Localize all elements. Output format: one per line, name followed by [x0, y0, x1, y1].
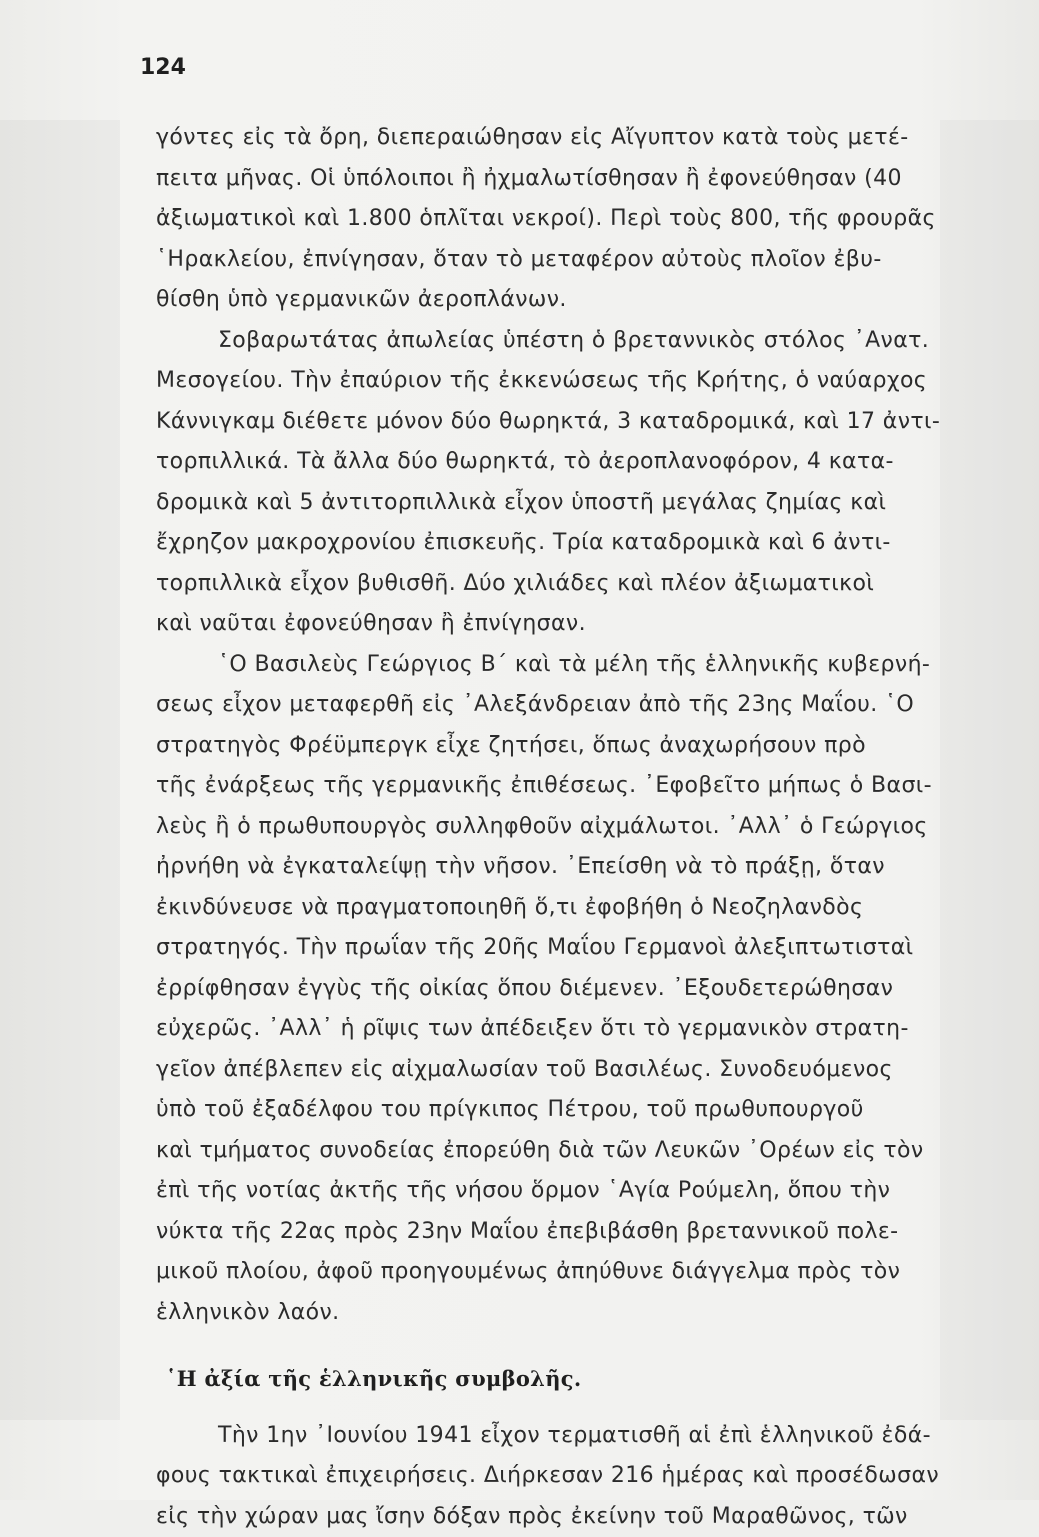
- section-spacer: [156, 1400, 1018, 1416]
- text-line: γόντες εἰς τὰ ὄρη, διεπεραιώθησαν εἰς Αἴγυπτον κατὰ τοὺς μετέ-: [156, 118, 1018, 159]
- text-line: καὶ ναῦται ἐφονεύθησαν ἢ ἐπνίγησαν.: [156, 604, 1018, 645]
- text-line: φους τακτικαὶ ἐπιχειρήσεις. Διήρκεσαν 216 ἡμέρας καὶ προσέδωσαν: [156, 1456, 1018, 1497]
- section-spacer: [156, 1333, 1018, 1359]
- text-line: πειτα μῆνας. Οἱ ὑπόλοιποι ἢ ἠχμαλωτίσθησαν ἢ ἐφονεύθησαν (40: [156, 159, 1018, 200]
- text-line: τορπιλλικὰ εἶχον βυθισθῆ. Δύο χιλιάδες καὶ πλέον ἀξιωματικοὶ: [156, 564, 1018, 605]
- text-line: ῾Ηρακλείου, ἐπνίγησαν, ὅταν τὸ μεταφέρον αὐτοὺς πλοῖον ἐβυ-: [156, 240, 1018, 281]
- section-heading: ῾Η ἀξία τῆς ἑλληνικῆς συμβολῆς.: [156, 1359, 1018, 1400]
- text-line: νύκτα τῆς 22ας πρὸς 23ην Μαΐου ἐπεβιβάσθη βρεταννικοῦ πολε-: [156, 1212, 1018, 1253]
- text-line: εἰς τὴν χώραν μας ἴσην δόξαν πρὸς ἐκείνην τοῦ Μαραθῶνος, τῶν: [156, 1497, 1018, 1537]
- text-line: ἔχρηζον μακροχρονίου ἐπισκευῆς. Τρία καταδρομικὰ καὶ 6 ἀντι-: [156, 523, 1018, 564]
- text-line: μικοῦ πλοίου, ἀφοῦ προηγουμένως ἀπηύθυνε διάγγελμα πρὸς τὸν: [156, 1252, 1018, 1293]
- text-line: ὑπὸ τοῦ ἐξαδέλφου του πρίγκιπος Πέτρου, τοῦ πρωθυπουργοῦ: [156, 1090, 1018, 1131]
- text-line: τορπιλλικά. Τὰ ἄλλα δύο θωρηκτά, τὸ ἀεροπλανοφόρον, 4 κατα-: [156, 442, 1018, 483]
- left-shadow: [0, 120, 120, 1420]
- text-line: στρατηγός. Τὴν πρωΐαν τῆς 20ῆς Μαΐου Γερμανοὶ ἀλεξιπτωτισταὶ: [156, 928, 1018, 969]
- text-line: καὶ τμήματος συνοδείας ἐπορεύθη διὰ τῶν Λευκῶν ᾿Ορέων εἰς τὸν: [156, 1131, 1018, 1172]
- text-line: ἐρρίφθησαν ἐγγὺς τῆς οἰκίας ὅπου διέμενεν. ᾿Εξουδετερώθησαν: [156, 969, 1018, 1010]
- text-line: θίσθη ὑπὸ γερμανικῶν ἀεροπλάνων.: [156, 280, 1018, 321]
- text-line: στρατηγὸς Φρέϋμπεργκ εἶχε ζητήσει, ὅπως ἀναχωρήσουν πρὸ: [156, 726, 1018, 767]
- body-text: [156, 118, 1018, 1537]
- text-line: ἀξιωματικοὶ καὶ 1.800 ὁπλῖται νεκροί). Περὶ τοὺς 800, τῆς φρουρᾶς: [156, 199, 1018, 240]
- text-line: λεὺς ἢ ὁ πρωθυπουργὸς συλληφθοῦν αἰχμάλωτοι. ᾿Αλλ᾿ ὁ Γεώργιος: [156, 807, 1018, 848]
- text-line: Σοβαρωτάτας ἀπωλείας ὑπέστη ὁ βρεταννικὸς στόλος ᾿Ανατ.: [156, 321, 1018, 362]
- text-line: γεῖον ἀπέβλεπεν εἰς αἰχμαλωσίαν τοῦ Βασιλέως. Συνοδευόμενος: [156, 1050, 1018, 1091]
- text-line: ἐκινδύνευσε νὰ πραγματοποιηθῆ ὅ,τι ἐφοβήθη ὁ Νεοζηλανδὸς: [156, 888, 1018, 929]
- text-line: δρομικὰ καὶ 5 ἀντιτορπιλλικὰ εἶχον ὑποστῆ μεγάλας ζημίας καὶ: [156, 483, 1018, 524]
- text-line: Μεσογείου. Τὴν ἐπαύριον τῆς ἐκκενώσεως τῆς Κρήτης, ὁ ναύαρχος: [156, 361, 1018, 402]
- page-number: 124: [140, 55, 186, 80]
- text-line: Κάννιγκαμ διέθετε μόνον δύο θωρηκτά, 3 καταδρομικά, καὶ 17 ἀντι-: [156, 402, 1018, 443]
- text-line: ἐπὶ τῆς νοτίας ἀκτῆς τῆς νήσου ὅρμον ῾Αγία Ρούμελη, ὅπου τὴν: [156, 1171, 1018, 1212]
- text-line: Τὴν 1ην ᾿Ιουνίου 1941 εἶχον τερματισθῆ αἱ ἐπὶ ἑλληνικοῦ ἐδά-: [156, 1416, 1018, 1457]
- text-line: ῾Ο Βασιλεὺς Γεώργιος Β΄ καὶ τὰ μέλη τῆς ἑλληνικῆς κυβερνή-: [156, 645, 1018, 686]
- text-line: σεως εἶχον μεταφερθῆ εἰς ᾿Αλεξάνδρειαν ἀπὸ τῆς 23ης Μαΐου. ῾Ο: [156, 685, 1018, 726]
- text-line: τῆς ἐνάρξεως τῆς γερμανικῆς ἐπιθέσεως. ᾿Εφοβεῖτο μήπως ὁ Βασι-: [156, 766, 1018, 807]
- text-line: ἑλληνικὸν λαόν.: [156, 1293, 1018, 1334]
- text-line: ἠρνήθη νὰ ἐγκαταλείψῃ τὴν νῆσον. ᾿Επείσθη νὰ τὸ πράξῃ, ὅταν: [156, 847, 1018, 888]
- text-line: εὐχερῶς. ᾿Αλλ᾿ ἡ ρῖψις των ἀπέδειξεν ὅτι τὸ γερμανικὸν στρατη-: [156, 1009, 1018, 1050]
